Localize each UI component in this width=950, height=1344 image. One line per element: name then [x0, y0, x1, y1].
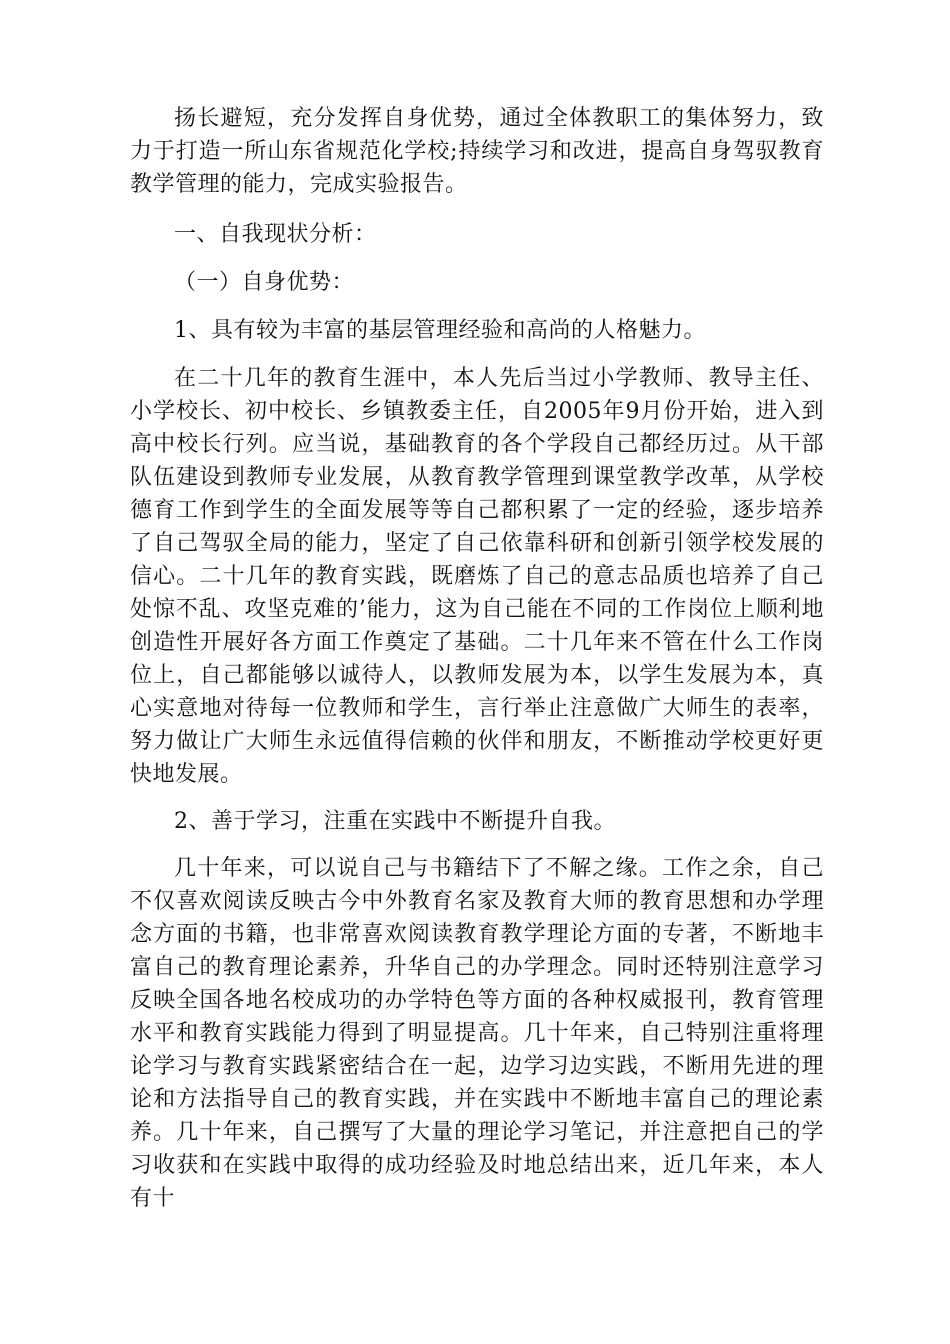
document-body — [130, 102, 824, 1215]
point-2-heading: 2、善于学习，注重在实践中不断提升自我。 — [174, 809, 616, 834]
heading-self-analysis: 一、自我现状分析： — [174, 222, 377, 247]
paragraph-experience: 在二十几年的教育生涯中，本人先后当过小学教师、教导主任、小学校长、初中校长、乡镇教委主任，自2005年9月份开始，进入到高中校长行列。应当说，基础教育的各个学段自己都经历过。从干部队伍建设到教师专业发展，从教育教学管理到课堂教学改革，从学校德育工作到学生的全面发展等等自己都积累了一定的经验，逐步培养了自己驾驭全局的能力，坚定了自己依靠科研和创新引领学校发展的信心。二十几年的教育实践，既磨炼了自己的意志品质也培养了自己处惊不乱、攻坚克难的’能力，这为自己能在不同的工作岗位上顺利地创造性开展好各方面工作奠定了基础。二十几年来不管在什么工作岗位上，自己都能够以诚待人，以教师发展为本，以学生发展为本，真心实意地对待每一位教师和学生，言行举止注意做广大师生的表率，努力做让广大师生永远值得信赖的伙伴和朋友，不断推动学校更好更快地发展。 — [130, 366, 824, 787]
paragraph-learning: 几十年来，可以说自己与书籍结下了不解之缘。工作之余，自己不仅喜欢阅读反映古今中外教育名家及教育大师的教育思想和办学理念方面的书籍，也非常喜欢阅读教育教学理论方面的专著，不断地丰富自己的教育理论素养，升华自己的办学理念。同时还特别注意学习反映全国各地名校成功的办学特色等方面的各种权威报刊，教育管理水平和教育实践能力得到了明显提高。几十年来，自己特别注重将理论学习与教育实践紧密结合在一起，边学习边实践，不断用先进的理论和方法指导自己的教育实践，并在实践中不断地丰富自己的理论素养。几十年来，自己撰写了大量的理论学习笔记，并注意把自己的学习收获和在实践中取得的成功经验及时地总结出来，近几年来，本人有十 — [130, 856, 824, 1211]
point-1-heading: 1、具有较为丰富的基层管理经验和高尚的人格魅力。 — [174, 318, 706, 343]
paragraph-intro: 扬长避短，充分发挥自身优势，通过全体教职工的集体努力，致力于打造一所山东省规范化学校;持续学习和改进，提高自身驾驭教育教学管理的能力，完成实验报告。 — [130, 106, 824, 197]
subheading-strengths: （一）自身优势： — [174, 270, 355, 295]
